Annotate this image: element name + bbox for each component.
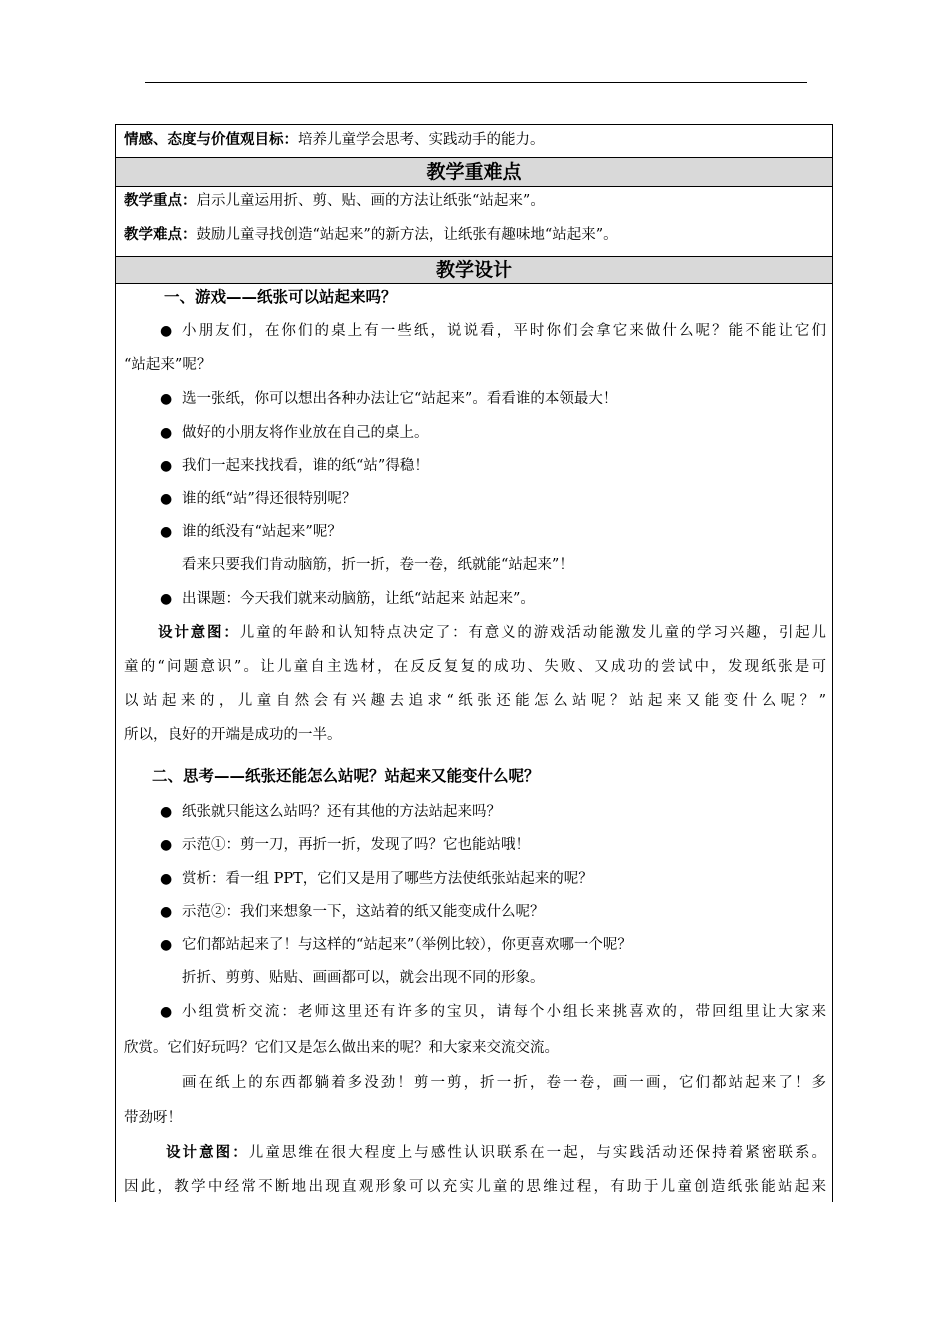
s2-p6-line1: 小组赏析交流：老师这里还有许多的宝贝，请每个小组长来挑喜欢的，带回组里让大家来 (182, 1004, 826, 1020)
row-divider (116, 186, 832, 187)
s1-q1-line2: “站起来”呢？ (124, 357, 212, 373)
s2-intent-text1: 儿童思维在很大程度上与感性认识联系在一起，与实践活动还保持着紧密联系。 (248, 1145, 827, 1161)
s2-p4: 示范②：我们来想象一下，这站着的纸又能变成什么呢？ (182, 904, 545, 920)
goal-label: 情感、态度与价值观目标： (124, 132, 298, 148)
s1-intent-line4: 所以，良好的开端是成功的一半。 (124, 727, 342, 743)
s1-note: 看来只要我们肯动脑筋，折一折，卷一卷，纸就能“站起来”！ (182, 557, 574, 573)
s2-p3: 赏析：看一组 PPT，它们又是用了哪些方法使纸张站起来的呢？ (182, 871, 593, 887)
s2-intent-line1 (166, 1143, 826, 1163)
bullet-icon: ● (160, 391, 173, 407)
s2-p5: 它们都站起来了！与这样的“站起来”（举例比较），你更喜欢哪一个呢？ (182, 937, 632, 953)
bullet-icon: ● (160, 524, 173, 540)
s2-intent-line2: 因此，教学中经常不断地出现直观形象可以充实儿童的思维过程，有助于儿童创造纸张能站起来 (124, 1179, 826, 1195)
lesson-plan-table (115, 124, 833, 1202)
s2-p2: 示范①：剪一刀，再折一折，发现了吗？它也能站哦！ (182, 837, 530, 853)
section2-heading: 二、思考——纸张还能怎么站呢？站起来又能变什么呢？ (152, 767, 540, 785)
bullet-icon: ● (160, 591, 173, 607)
s2-note2-line1: 画在纸上的东西都躺着多没劲！剪一剪，折一折，卷一卷，画一画，它们都站起来了！多 (182, 1075, 826, 1091)
s1-q1-line1: 小朋友们，在你们的桌上有一些纸，说说看，平时你们会拿它来做什么呢？能不能让它们 (182, 323, 826, 339)
s1-q7: 出课题：今天我们就来动脑筋，让纸“站起来 站起来”。 (182, 591, 535, 607)
bullet-icon: ● (160, 1004, 173, 1020)
s2-p6-line2: 欣赏。它们好玩吗？它们又是怎么做出来的呢？和大家来交流交流。 (124, 1040, 559, 1056)
bullet-icon: ● (160, 837, 173, 853)
key-point-label: 教学重点： (124, 193, 197, 209)
hard-point-label: 教学难点： (124, 227, 197, 243)
bullet-icon: ● (160, 904, 173, 920)
s2-p1: 纸张就只能这么站吗？还有其他的方法站起来吗？ (182, 804, 501, 820)
key-point-text: 启示儿童运用折、剪、贴、画的方法让纸张“站起来”。 (196, 193, 545, 209)
bullet-icon: ● (160, 871, 173, 887)
s1-intent-line3: 以站起来的，儿童自然会有兴趣去追求“纸张还能怎么站呢？站起来又能变什么呢？” (124, 693, 826, 709)
s2-intent-label: 设计意图： (166, 1145, 249, 1161)
hard-point-row (124, 225, 618, 245)
s1-intent-line2: 童的“问题意识”。让儿童自主选材，在反反复复的成功、失败、又成功的尝试中，发现纸张是可 (124, 659, 826, 675)
key-point-row (124, 191, 545, 211)
s1-intent-text1: 儿童的年龄和认知特点决定了：有意义的游戏活动能激发儿童的学习兴趣，引起儿 (239, 625, 826, 641)
s1-q2: 选一张纸，你可以想出各种办法让它“站起来”。看看谁的本领最大！ (182, 391, 618, 407)
s2-note1: 折折、剪剪、贴贴、画画都可以，就会出现不同的形象。 (182, 970, 545, 986)
header-rule (145, 82, 807, 83)
bullet-icon: ● (160, 491, 173, 507)
s1-intent-line1 (158, 623, 826, 643)
bullet-icon: ● (160, 937, 173, 953)
s1-intent-label: 设计意图： (158, 625, 240, 641)
bullet-icon: ● (160, 458, 173, 474)
bullet-icon: ● (160, 804, 173, 820)
s1-q6: 谁的纸没有“站起来”呢？ (182, 524, 342, 540)
s1-q5: 谁的纸“站”得还很特别呢？ (182, 491, 357, 507)
row-divider (116, 283, 832, 284)
section1-heading: 一、游戏——纸张可以站起来吗？ (164, 288, 397, 306)
goal-text: 培养儿童学会思考、实践动手的能力。 (298, 132, 545, 148)
s2-note2-line2: 带劲呀！ (124, 1110, 182, 1126)
bullet-icon: ● (160, 425, 173, 441)
difficulty-title: 教学重难点 (116, 158, 832, 186)
hard-point-text: 鼓励儿童寻找创造“站起来”的新方法，让纸张有趣味地“站起来”。 (196, 227, 618, 243)
bullet-icon: ● (160, 323, 173, 339)
goal-row (124, 130, 545, 150)
s1-q4: 我们一起来找找看，谁的纸“站”得稳！ (182, 458, 429, 474)
design-title: 教学设计 (116, 257, 832, 283)
s1-q3: 做好的小朋友将作业放在自己的桌上。 (182, 425, 429, 441)
